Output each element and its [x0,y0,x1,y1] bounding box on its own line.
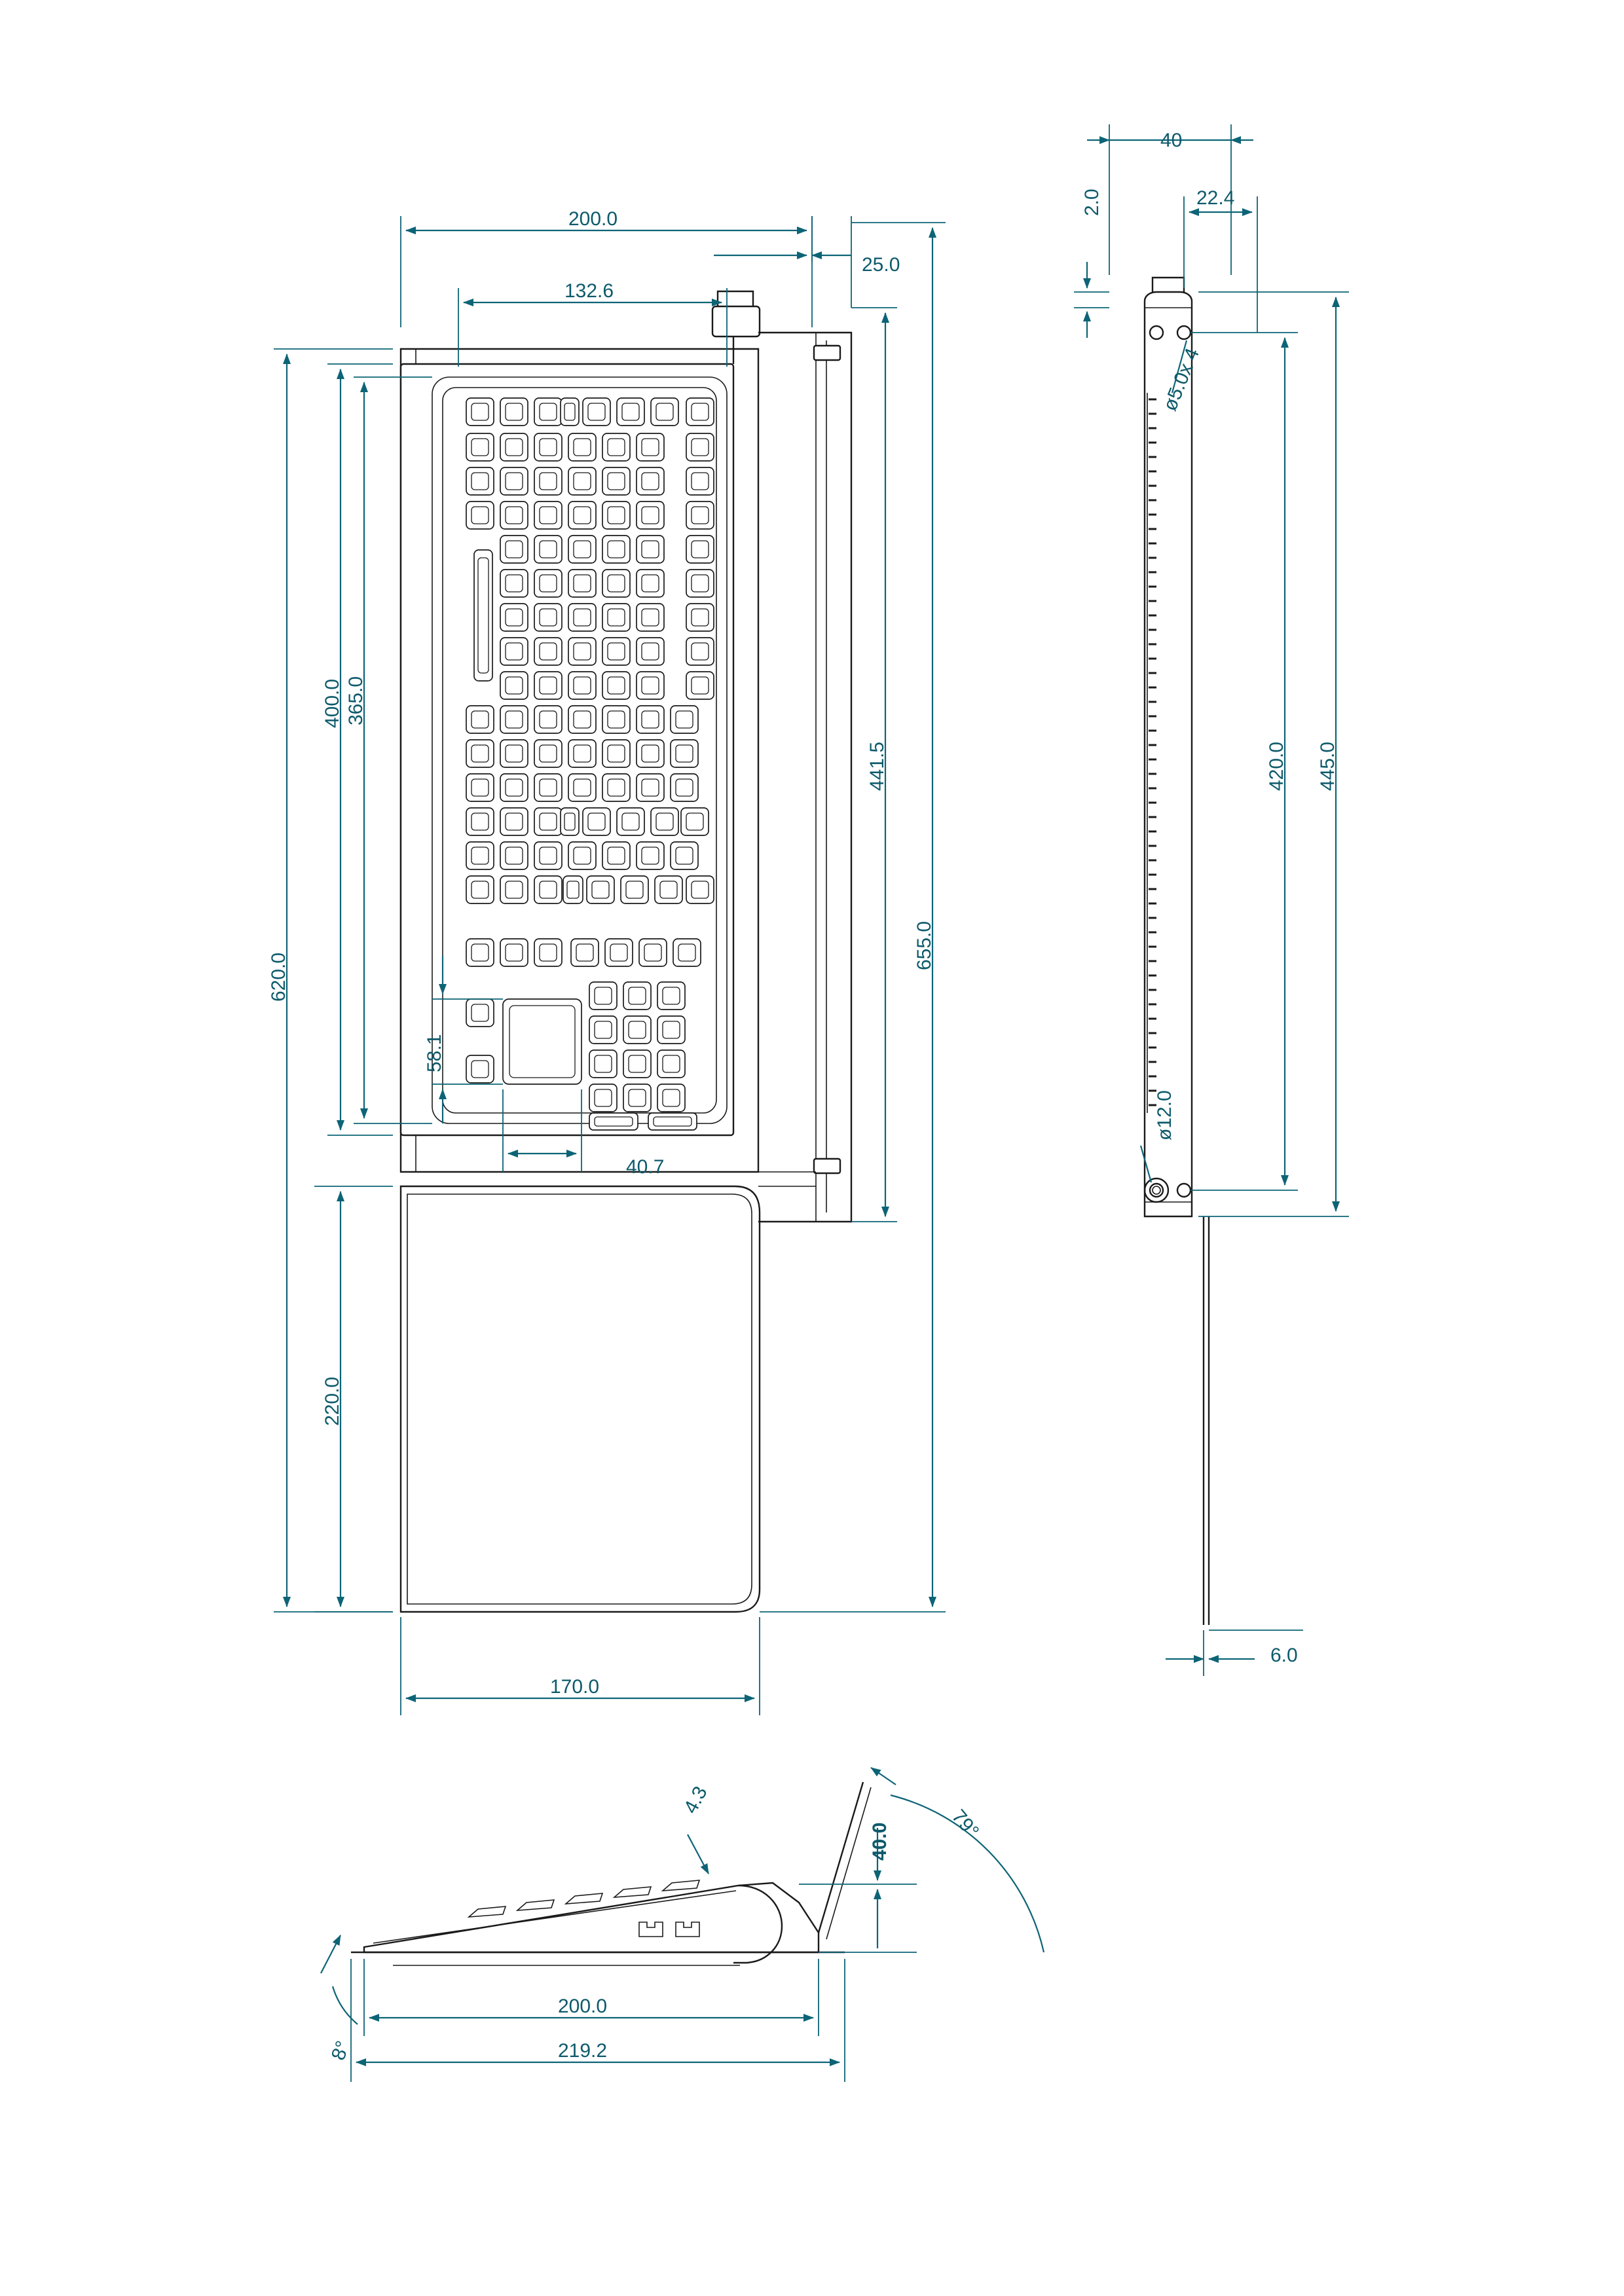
dim-plate-height: 445.0 [1317,741,1338,791]
mount-hole-callout: ø5.0x 4 [1159,345,1204,414]
dim-bezel-height: 400.0 [322,678,343,728]
dim-key-field-width: 132.6 [564,280,614,302]
dim-hole-spacing: 420.0 [1266,741,1287,791]
side-edge-view-dimensions [1074,124,1349,1676]
grommet-hole-callout: ø12.0 [1154,1090,1175,1140]
dim-body-depth: 200.0 [558,1995,608,2017]
dim-touchpad-height: 58.1 [424,1034,445,1072]
top-view-part [401,291,851,1612]
dim-panel-thickness: 2.0 [1081,189,1103,216]
dim-palm-rest-width: 170.0 [550,1676,600,1698]
dim-cable-thickness: 6.0 [1270,1645,1298,1666]
side-edge-view-part [1145,278,1209,1625]
dim-overall-depth: 219.2 [558,2040,608,2062]
dim-rear-angle: 8° [327,2038,354,2064]
dim-palm-rest-height: 220.0 [322,1376,343,1426]
dim-body-height: 620.0 [268,952,289,1002]
dim-connector-width: 25.0 [862,254,900,276]
profile-view-dimensions [351,1828,917,2082]
dim-top-flange-width: 40 [1160,130,1183,151]
dim-front-angle: 79° [947,1806,984,1842]
dim-overall-height: 655.0 [913,920,935,970]
dim-rest-height: 40.0 [869,1822,891,1861]
dim-key-height: 4.3 [680,1783,712,1817]
dim-panel-height: 441.5 [866,741,888,791]
dim-key-field-height: 365.0 [345,676,367,725]
dim-overall-width: 200.0 [568,208,618,230]
dim-touchpad-width: 40.7 [626,1156,665,1178]
dim-hole-offset: 22.4 [1196,187,1235,209]
